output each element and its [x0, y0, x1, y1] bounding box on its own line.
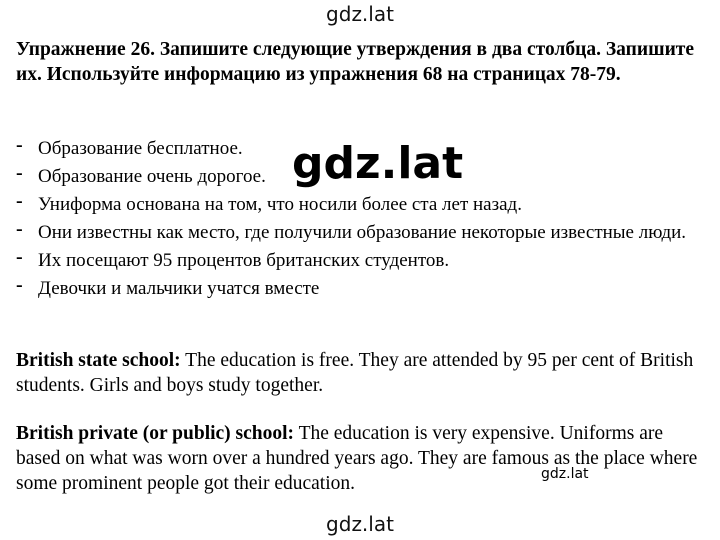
list-item-text: Они известны как место, где получили образование некоторые известные люди. [38, 222, 687, 243]
watermark-small: gdz.lat [541, 466, 589, 482]
answer-private-school-lead: British private (or public) school: [16, 423, 295, 444]
list-item-text: Образование бесплатное. [38, 138, 243, 159]
list-item-text: Девочки и мальчики учатся вместе [38, 278, 320, 299]
exercise-heading: Упражнение 26. Запишите следующие утверждения в два столбца. Запишите их. Используйте информацию из упражнения 68 на страницах 78-79. [16, 39, 695, 85]
answer-state-school-lead: British state school: [16, 350, 181, 371]
list-item [16, 192, 712, 217]
answer-state-school [16, 348, 712, 398]
list-item [16, 248, 712, 273]
bullet-dash: - [16, 274, 23, 296]
watermark-center: gdz.lat [292, 138, 464, 189]
list-item-text: Униформа основана на том, что носили более ста лет назад. [38, 194, 522, 215]
list-item [16, 276, 712, 301]
list-item-text: Их посещают 95 процентов британских студентов. [38, 250, 450, 271]
bullet-dash: - [16, 190, 23, 212]
bullet-dash: - [16, 134, 23, 156]
watermark-top: gdz.lat [326, 2, 394, 26]
bullet-dash: - [16, 246, 23, 268]
answer-state-school-text: The education is free. They are attended by 95 per cent of British students. Girls and boys study together. [16, 350, 694, 396]
watermark-bottom: gdz.lat [326, 512, 394, 536]
answer-private-school [16, 421, 712, 496]
bullet-dash: - [16, 218, 23, 240]
list-item [16, 220, 712, 245]
answer-private-school-text: The education is very expensive. Uniforms are based on what was worn over a hundred years ago. They are famous as the place where some prominent people got their education. [16, 423, 698, 494]
list-item-text: Образование очень дорогое. [38, 166, 266, 187]
bullet-dash: - [16, 162, 23, 184]
